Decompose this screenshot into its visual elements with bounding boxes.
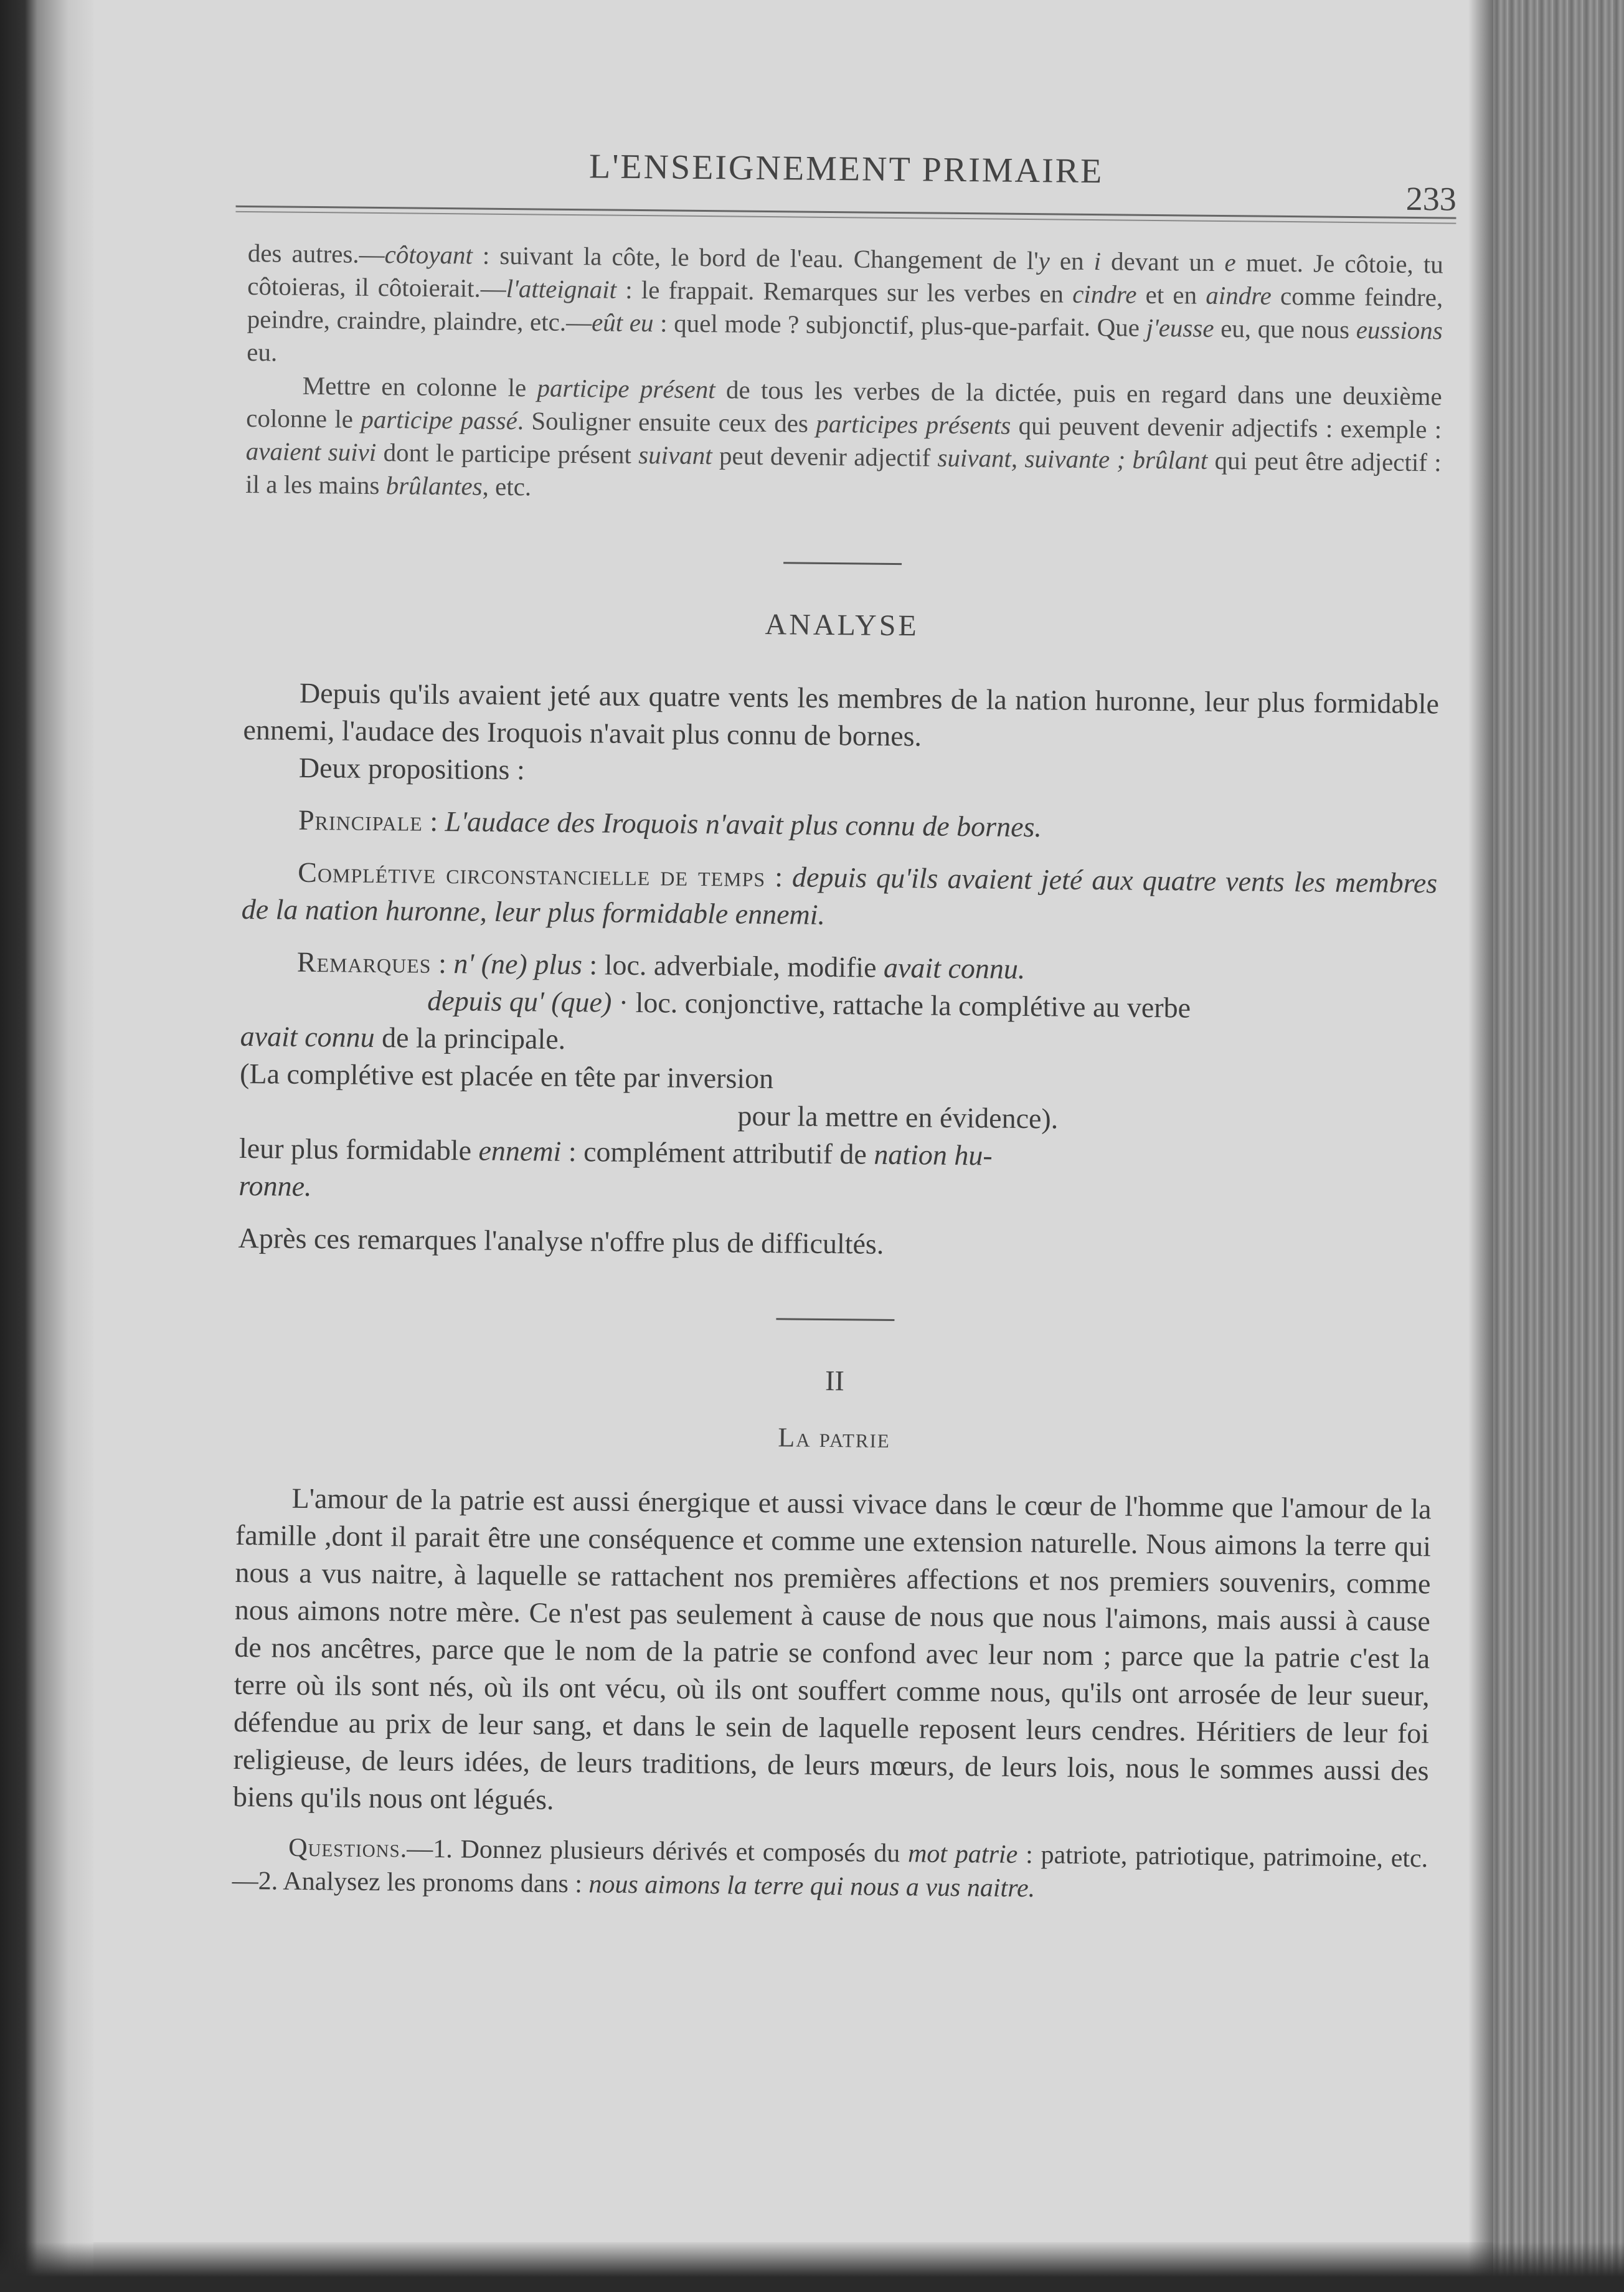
text: . Souligner ensuite ceux des [517,406,816,438]
text: de tous les verbes de la dictée, puis en regard dans une deuxième colonne le [246,375,1442,433]
term: côtoyant [384,240,473,270]
term: suivant [638,440,712,470]
text: : [765,861,793,893]
term: e [1224,248,1236,277]
term: eussions [1356,315,1443,345]
section-number: II [824,1364,845,1397]
text: .—1. Donnez plusieurs dérivés et composés du [400,1834,909,1868]
text: Mettre en colonne le [302,371,537,402]
section-divider [783,562,902,565]
header-rule [235,206,1456,224]
analyse-conclusion: Après ces remarques l'analyse n'offre plus de difficultés. [238,1221,884,1260]
term: participes présents [816,409,1011,440]
term: participe passé [361,404,518,435]
term: ennemi [478,1134,562,1167]
notes-paragraph-2 [245,369,1442,512]
scan-binding-shadow [0,0,93,2292]
term: avait connu [240,1020,375,1054]
text: pour la mettre en évidence). [737,1099,1059,1135]
term: avait connu. [883,951,1026,985]
analyse-title: ANALYSE [765,607,919,643]
text: (La complétive est placée en tête par inversion [239,1057,774,1095]
term: eût eu [591,308,654,338]
two-propositions: Deux propositions : [298,751,526,786]
questions [232,1830,1428,1909]
section-title: La patrie [778,1422,891,1454]
remarques-label: Remarques [296,945,432,979]
term: depuis qu' (que) [427,984,612,1018]
dictation-notes [245,237,1443,512]
text: · loc. conjonctive, rattache la complétive au verbe [611,986,1191,1024]
page-number: 233 [1405,179,1457,218]
term: suivant, suivante ; brûlant [937,443,1208,475]
scan-page-edges [1493,0,1624,2292]
term: brûlantes [385,471,483,501]
text: : loc. adverbiale, modifie [582,949,884,983]
principale-text: L'audace des Iroquois n'avait plus connu de bornes. [445,805,1042,843]
text: qui peut être adjectif : il a les mains [245,445,1442,500]
term: y [1038,246,1050,275]
text: des autres.— [247,238,385,269]
remarque-2-paren-cont [737,1097,1435,1142]
text: muet. Je côtoie, tu côtoieras, il côtoierait.— [247,248,1443,303]
text: : le frappait. Remarques sur les verbes en [616,275,1073,308]
text: en [1049,246,1094,276]
term: nation hu- [874,1138,993,1172]
text: : [422,805,445,838]
scan-bottom-shadow [0,2242,1624,2292]
patrie-text: L'amour de la patrie est aussi énergique et aussi vivace dans le cœur de l'homme que l'amour de la famille ,dont il parait être une conséquence et comme une extension naturelle. Nous aimons la terre qui nous a vus naitre, à laquelle se rattachent nos premières affections et nos premiers souvenirs, comme nous aimons notre mère. Ce n'est pas seulement à cause de nous que nous l'aimons, mais aussi à cause de nos ancêtres, parce que le nom de la patrie se confond avec leur nom ; parce que la patrie c'est la terre où ils sont nés, où ils ont vécu, où ils ont souffert comme nous, qu'ils ont arrosée de leur sueur, défendue au prix de leur sang, et dans le sein de laquelle reposent leurs cendres. Héritiers de leur foi religieuse, de leurs idées, de leurs traditions, de leurs mœurs, de leurs lois, nous le sommes aussi des biens qu'ils nous ont légués. [232,1482,1432,1816]
book-page [93,0,1493,2242]
term: cindre [1072,279,1137,309]
text: : [431,947,454,980]
text: : quel mode ? subjonctif, plus-que-parfait. Que [653,308,1146,342]
text: eu, que nous [1214,313,1356,344]
principale-label: Principale [298,803,423,837]
text: : patriote, patriotique, patrimoine, etc.—2. Analysez les pronoms dans : [232,1840,1428,1899]
running-title: L'ENSEIGNEMENT PRIMAIRE [588,147,1104,191]
term: i [1093,247,1102,276]
term: aindre [1206,280,1272,310]
analyse-sentence: Depuis qu'ils avaient jeté aux quatre vents les membres de la nation huronne, leur plus formidable ennemi, l'audace des Iroquois n'avait plus connu de bornes. [243,676,1440,752]
term: j'eusse [1146,313,1214,343]
text: et en [1136,280,1206,310]
text: : suivant la côte, le bord de l'eau. Changement de l' [472,240,1039,275]
text: dont le participe présent [376,437,639,470]
page-header [248,112,1457,223]
text: comme feindre, peindre, craindre, plaindre, etc.— [247,281,1443,337]
completive-label: Complétive circonstancielle de temps [298,856,766,893]
text: devant un [1100,247,1225,277]
questions-label: Questions [288,1833,400,1863]
page-content [232,112,1457,1909]
completive-text: depuis qu'ils avaient jeté aux quatre vents les membres de la nation huronne, leur plus formidable ennemi. [241,861,1438,931]
text: qui peuvent devenir adjectifs : exemple : [1011,410,1442,444]
term: ronne. [238,1169,312,1203]
term: nous aimons la terre qui nous a vus naitre. [588,1870,1036,1903]
text: peut devenir adjectif [712,441,938,472]
term: n' (ne) plus [453,947,583,981]
term: avaient suivi [245,436,377,466]
text: leur plus formidable [238,1132,479,1167]
term: l'atteignait [506,273,617,304]
text: eu. [247,337,278,367]
text: : complément attributif de [561,1135,874,1170]
term: participe présent [537,373,715,404]
analyse-section [238,674,1439,1268]
text: , etc. [482,471,532,501]
patrie-section [232,1479,1431,1909]
notes-paragraph-1 [247,237,1443,380]
text: de la principale. [374,1021,566,1055]
term: mot patrie [907,1839,1018,1869]
section-divider [776,1318,894,1321]
completive-line [241,853,1437,939]
